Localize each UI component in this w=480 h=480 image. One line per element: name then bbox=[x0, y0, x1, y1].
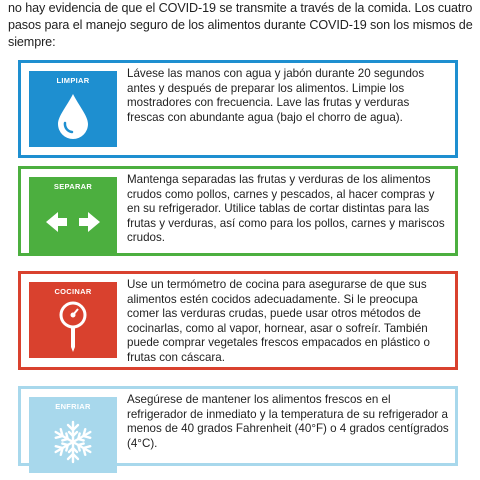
card-cocinar bbox=[18, 271, 458, 370]
intro-paragraph: no hay evidencia de que el COVID-19 se transmite a través de la comida. Los cuatro pasos para el manejo seguro de los alimentos durante COVID-19 son los mismos de siempre: bbox=[8, 1, 473, 49]
card-enfriar bbox=[18, 386, 458, 466]
enfriar-label: ENFRIAR bbox=[55, 402, 91, 411]
limpiar-text: Lávese las manos con agua y jabón durante 20 segundos antes y después de preparar los alimentos. Limpie los mostradores con frecuencia. Lave las frutas y verduras frescas con abundante agua (bajo el chorro de agua). bbox=[127, 67, 425, 124]
card-limpiar bbox=[18, 60, 458, 158]
limpiar-tile bbox=[29, 71, 117, 147]
left-right-arrows-icon bbox=[29, 195, 117, 249]
enfriar-tile bbox=[29, 397, 117, 473]
cocinar-tile bbox=[29, 282, 117, 358]
cocinar-text: Use un termómetro de cocina para asegurarse de que sus alimentos estén cocidos adecuadamente. Si le preocupa comer las verduras crudas, puede usar otros métodos de cocinarlas, como al vapor, hornear, asar o sofreír. También puede comprar vegetales frescos empacados en plástico o frutas con cáscara. bbox=[127, 278, 430, 364]
separar-tile bbox=[29, 177, 117, 253]
separar-text: Mantenga separadas las frutas y verduras de los alimentos crudos como pollos, carnes y pescados, al hacer compras y en su refrigerador. Utilice tablas de cortar distintas para las frutas y verduras, así como para los pollos, carnes y mariscos crudos. bbox=[127, 173, 445, 245]
snowflake-icon bbox=[29, 415, 117, 469]
limpiar-label: LIMPIAR bbox=[56, 76, 90, 85]
cocinar-label: COCINAR bbox=[54, 287, 92, 296]
food-thermometer-icon bbox=[29, 300, 117, 354]
separar-label: SEPARAR bbox=[53, 182, 93, 191]
water-drop-icon bbox=[29, 89, 117, 143]
card-separar bbox=[18, 166, 458, 256]
enfriar-text: Asegúrese de mantener los alimentos frescos en el refrigerador de inmediato y la temperatura de su refrigerador a menos de 40 grados Fahrenheit (40°F) o 4 grados centígrados (4°C). bbox=[127, 393, 449, 450]
